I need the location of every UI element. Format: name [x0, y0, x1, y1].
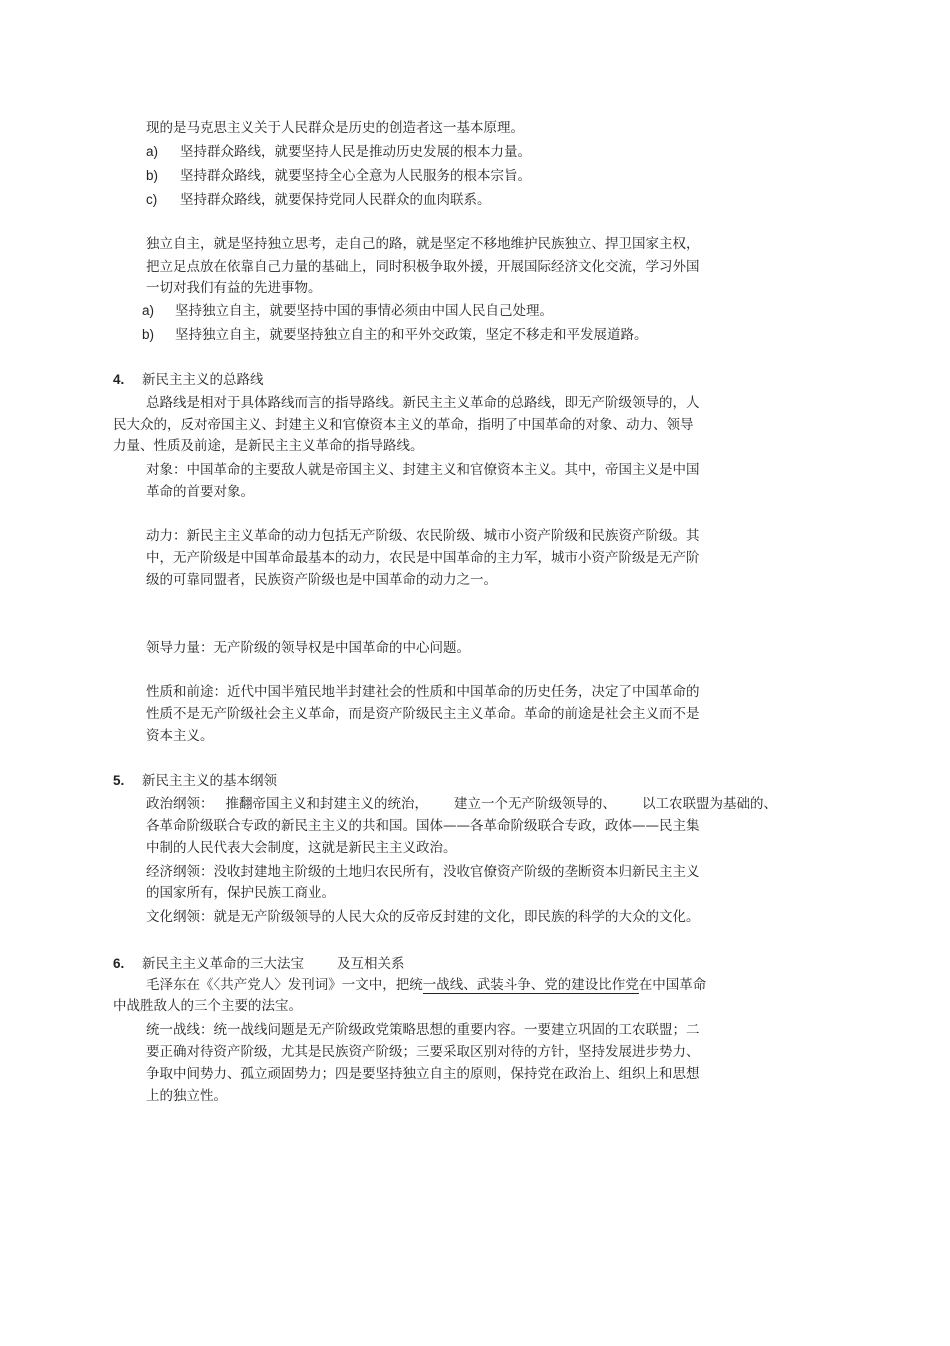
paragraph-line: 把立足点放在依靠自己力量的基础上，同时积极争取外援，开展国际经济文化交流，学习外国 [146, 259, 700, 275]
list-marker: a) [142, 303, 155, 318]
paragraph-line: 领导力量：无产阶级的领导权是中国革命的中心问题。 [146, 640, 470, 656]
paragraph-line: 级的可靠同盟者，民族资产阶级也是中国革命的动力之一。 [146, 572, 497, 588]
paragraph-line: 争取中间势力、孤立顽固势力；四是要坚持独立自主的原则，保持党在政治上、组织上和思想 [146, 1066, 700, 1082]
text-run: 在中国革命 [638, 977, 707, 993]
section-heading: 新民主主义的总路线 [142, 372, 264, 388]
paragraph-line: 中，无产阶级是中国革命最基本的动力，农民是中国革命的主力军，城市小资产阶级是无产阶 [146, 550, 700, 566]
text-run: 新民主主义革命的三大法宝 [142, 956, 304, 972]
underlined-text: 一战线、武装斗争、党的建设比作党 [422, 977, 639, 993]
list-item: 坚持独立自主，就要坚持中国的事情必须由中国人民自己处理。 [175, 303, 553, 319]
paragraph-line: 动力：新民主主义革命的动力包括无产阶级、农民阶级、城市小资产阶级和民族资产阶级。其 [146, 528, 700, 544]
section-number: 6. [113, 956, 125, 971]
paragraph-line: 革命的首要对象。 [146, 484, 254, 500]
text-run: 推翻帝国主义和封建主义的统治， [225, 796, 428, 812]
list-marker: b) [142, 327, 155, 342]
paragraph-line: 一切对我们有益的先进事物。 [146, 280, 322, 296]
list-marker: c) [146, 192, 158, 207]
text-run: 政治纲领： [146, 796, 214, 812]
section-heading [142, 956, 405, 972]
section-number: 4. [113, 372, 125, 387]
paragraph-line: 的国家所有，保护民族工商业。 [146, 885, 335, 901]
list-marker: a) [146, 144, 159, 159]
paragraph-line: 民大众的，反对帝国主义、封建主义和官僚资本主义的革命，指明了中国革命的对象、动力、领导 [113, 417, 694, 433]
paragraph-line: 独立自主，就是坚持独立思考，走自己的路，就是坚定不移地维护民族独立、捍卫国家主权， [146, 236, 700, 252]
list-item: 坚持独立自主，就要坚持独立自主的和平外交政策，坚定不移走和平发展道路。 [175, 327, 648, 343]
paragraph-line: 经济纲领：没收封建地主阶级的土地归农民所有，没收官僚资产阶级的垄断资本归新民主主义 [146, 864, 700, 880]
section-number: 5. [113, 773, 125, 788]
paragraph-line: 资本主义。 [146, 728, 214, 744]
paragraph-line: 各革命阶级联合专政的新民主主义的共和国。国体——各革命阶级联合专政，政体——民主集 [146, 818, 700, 834]
list-item: 坚持群众路线，就要保持党同人民群众的血肉联系。 [180, 192, 491, 208]
paragraph-line: 文化纲领：就是无产阶级领导的人民大众的反帝反封建的文化，即民族的科学的大众的文化。 [146, 909, 700, 925]
paragraph-line [146, 977, 706, 993]
paragraph-line: 性质不是无产阶级社会主义革命，而是资产阶级民主主义革命。革命的前途是社会主义而不是 [146, 706, 700, 722]
paragraph-line: 性质和前途：近代中国半殖民地半封建社会的性质和中国革命的历史任务，决定了中国革命的 [146, 684, 700, 700]
text-run: 以工农联盟为基础的、 [642, 796, 777, 812]
paragraph-line: 上的独立性。 [146, 1088, 227, 1104]
paragraph-line: 现的是马克思主义关于人民群众是历史的创造者这一基本原理。 [146, 120, 524, 136]
paragraph-line: 对象：中国革命的主要敌人就是帝国主义、封建主义和官僚资本主义。其中，帝国主义是中国 [146, 462, 700, 478]
paragraph-line: 要正确对待资产阶级，尤其是民族资产阶级；三要采取区别对待的方针，坚持发展进步势力、 [146, 1044, 700, 1060]
paragraph-line: 力量、性质及前途，是新民主主义革命的指导路线。 [113, 438, 424, 454]
list-item: 坚持群众路线，就要坚持人民是推动历史发展的根本力量。 [180, 144, 531, 160]
paragraph-line: 总路线是相对于具体路线而言的指导路线。新民主主义革命的总路线，即无产阶级领导的，人 [146, 395, 700, 411]
section-heading: 新民主主义的基本纲领 [142, 773, 277, 789]
text-run: 毛泽东在《〈共产党人〉发刊词》一文中，把统 [146, 977, 423, 993]
list-item: 坚持群众路线，就要坚持全心全意为人民服务的根本宗旨。 [180, 168, 531, 184]
text-run: 及互相关系 [337, 956, 405, 972]
paragraph-line: 中战胜敌人的三个主要的法宝。 [113, 998, 302, 1014]
paragraph-line: 中制的人民代表大会制度，这就是新民主主义政治。 [146, 840, 457, 856]
paragraph-line: 统一战线：统一战线问题是无产阶级政党策略思想的重要内容。一要建立巩固的工农联盟；二 [146, 1022, 700, 1038]
paragraph-line [146, 796, 777, 812]
list-marker: b) [146, 168, 159, 183]
text-run: 建立一个无产阶级领导的、 [454, 796, 616, 812]
